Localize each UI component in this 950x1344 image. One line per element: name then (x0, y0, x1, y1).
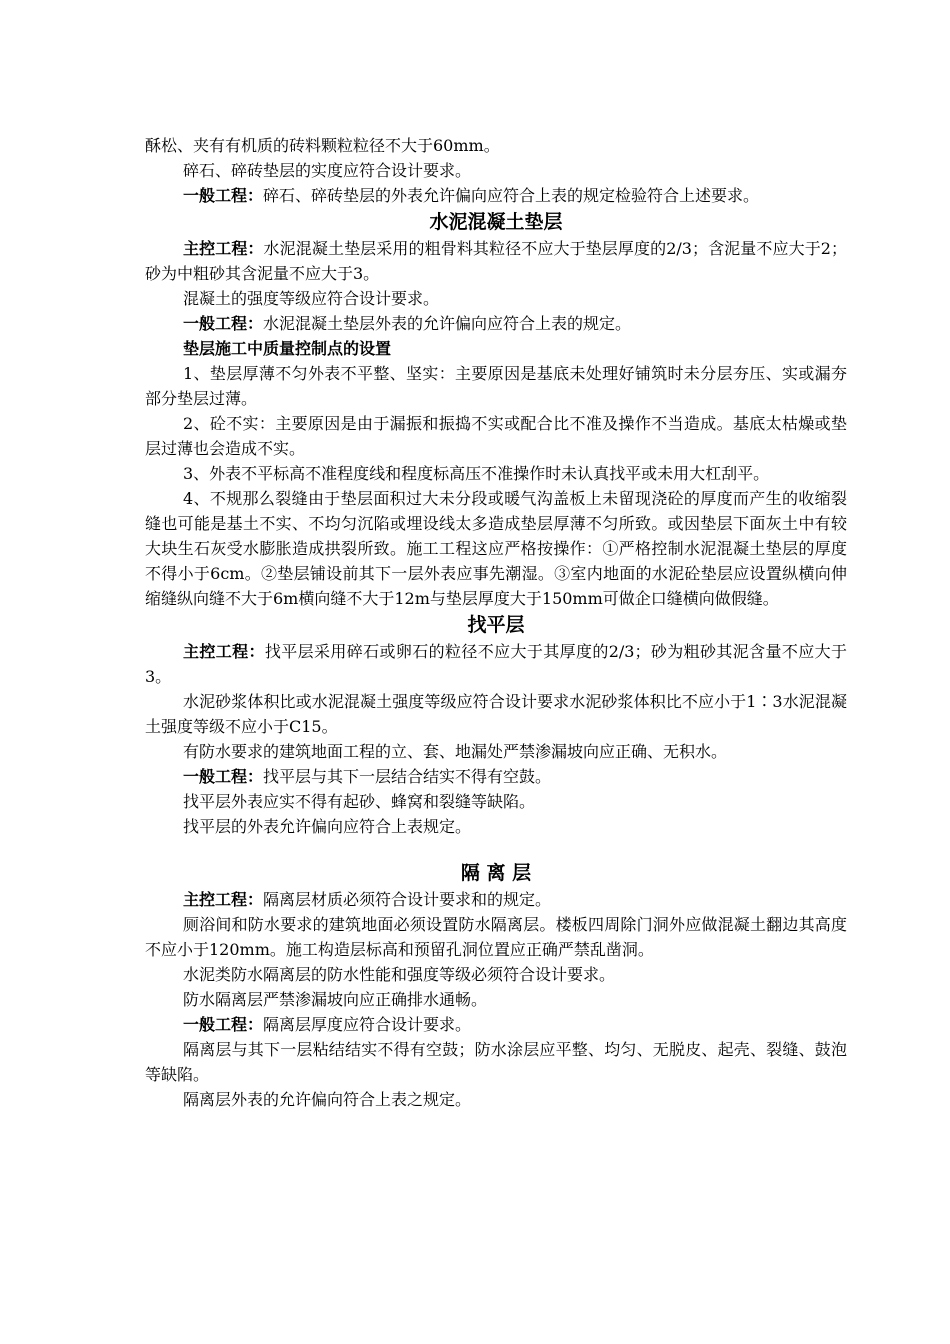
paragraph-text: 水泥砂浆体积比或水泥混凝土强度等级应符合设计要求水泥砂浆体积比不应小于1∶3水泥混凝土强度等级不应小于C15。 (145, 692, 847, 736)
paragraph-lead-label: 一般工程： (183, 1015, 264, 1034)
paragraph-text: 隔离层外表的允许偏向符合上表之规定。 (183, 1090, 472, 1109)
paragraph-text: 4、不规那么裂缝由于垫层面积过大未分段或暖气沟盖板上未留现浇砼的厚度而产生的收缩裂缝也可能是基土不实、不均匀沉陷或埋设线太多造成垫层厚薄不匀所致。或因垫层下面灰土中有较大块生石灰受水膨胀造成拱裂所致。施工工程这应严格按操作：①严格控制水泥混凝土垫层的厚度不得小于6cm。②垫层铺设前其下一层外表应事先潮湿。③室内地面的水泥砼垫层应设置纵横向伸缩缝纵向缝不大于6m横向缝不大于12m与垫层厚度大于150mm可做企口缝横向做假缝。 (145, 489, 847, 608)
body-paragraph (145, 764, 847, 789)
paragraph-text: 有防水要求的建筑地面工程的立、套、地漏处严禁渗漏坡向应正确、无积水。 (183, 742, 728, 761)
body-paragraph (145, 411, 847, 461)
section-heading: 水泥混凝土垫层 (429, 211, 563, 233)
paragraph-text: 碎石、碎砖垫层的实度应符合设计要求。 (183, 161, 472, 180)
document-page (145, 133, 847, 1112)
body-paragraph (145, 461, 847, 486)
paragraph-text: 2、砼不实：主要原因是由于漏振和振捣不实或配合比不准及操作不当造成。基底太枯燥或垫层过薄也会造成不实。 (145, 414, 847, 458)
paragraph-text: 酥松、夹有有机质的砖料颗粒粒径不大于60mm。 (145, 136, 500, 155)
body-paragraph (145, 236, 847, 286)
paragraph-lead-label: 一般工程： (183, 186, 264, 205)
body-paragraph (145, 1037, 847, 1087)
body-paragraph (145, 789, 847, 814)
body-paragraph (145, 639, 847, 689)
body-paragraph (145, 987, 847, 1012)
section-heading: 隔 离 层 (460, 862, 532, 884)
paragraph-text: 隔离层与其下一层粘结结实不得有空鼓；防水涂层应平整、均匀、无脱皮、起壳、裂缝、鼓泡等缺陷。 (145, 1040, 847, 1084)
body-paragraph (145, 1087, 847, 1112)
body-paragraph (145, 286, 847, 311)
body-paragraph (145, 486, 847, 611)
body-paragraph (145, 311, 847, 336)
paragraph-text: 1、垫层厚薄不匀外表不平整、坚实：主要原因是基底未处理好铺筑时未分层夯压、实或漏夯部分垫层过薄。 (145, 364, 847, 408)
body-paragraph (145, 133, 847, 158)
spacer (145, 839, 847, 859)
section-heading: 找平层 (467, 614, 525, 636)
paragraph-text: 水泥混凝土垫层外表的允许偏向应符合上表的规定。 (263, 314, 632, 333)
paragraph-text: 3、外表不平标高不准程度线和程度标高压不准操作时未认真找平或未用大杠刮平。 (183, 464, 770, 483)
paragraph-text: 水泥混凝土垫层采用的粗骨料其粒径不应大于垫层厚度的2/3；含泥量不应大于2；砂为中粗砂其含泥量不应大于3。 (145, 239, 847, 283)
paragraph-lead-label: 主控工程： (183, 642, 265, 661)
paragraph-text: 找平层的外表允许偏向应符合上表规定。 (183, 817, 472, 836)
body-paragraph (145, 183, 847, 208)
body-paragraph (145, 814, 847, 839)
paragraph-text: 找平层采用碎石或卵石的粒径不应大于其厚度的2/3；砂为粗砂其泥含量不应大于3。 (145, 642, 847, 686)
paragraph-text: 防水隔离层严禁渗漏坡向应正确排水通畅。 (183, 990, 488, 1009)
body-paragraph (145, 739, 847, 764)
paragraph-lead-label: 主控工程： (183, 890, 264, 909)
body-paragraph (145, 962, 847, 987)
body-paragraph (145, 1012, 847, 1037)
paragraph-text: 隔离层材质必须符合设计要求和的规定。 (263, 890, 552, 909)
body-paragraph (145, 887, 847, 912)
body-paragraph (145, 912, 847, 962)
paragraph-lead-label: 一般工程： (183, 314, 264, 333)
paragraph-lead-label: 一般工程： (183, 767, 264, 786)
paragraph-text: 混凝土的强度等级应符合设计要求。 (183, 289, 440, 308)
body-paragraph (145, 361, 847, 411)
paragraph-text: 找平层外表应实不得有起砂、蜂窝和裂缝等缺陷。 (183, 792, 536, 811)
paragraph-text: 找平层与其下一层结合结实不得有空鼓。 (263, 767, 552, 786)
paragraph-lead-label: 主控工程： (183, 239, 264, 258)
paragraph-text: 水泥类防水隔离层的防水性能和强度等级必须符合设计要求。 (183, 965, 616, 984)
body-paragraph (145, 689, 847, 739)
body-paragraph (145, 158, 847, 183)
paragraph-text: 碎石、碎砖垫层的外表允许偏向应符合上表的规定检验符合上述要求。 (263, 186, 760, 205)
paragraph-text: 厕浴间和防水要求的建筑地面必须设置防水隔离层。楼板四周除门洞外应做混凝土翻边其高度不应小于120mm。施工构造层标高和预留孔洞位置应正确严禁乱凿洞。 (145, 915, 847, 959)
sub-heading: 垫层施工中质量控制点的设置 (183, 339, 392, 358)
paragraph-text: 隔离层厚度应符合设计要求。 (263, 1015, 472, 1034)
